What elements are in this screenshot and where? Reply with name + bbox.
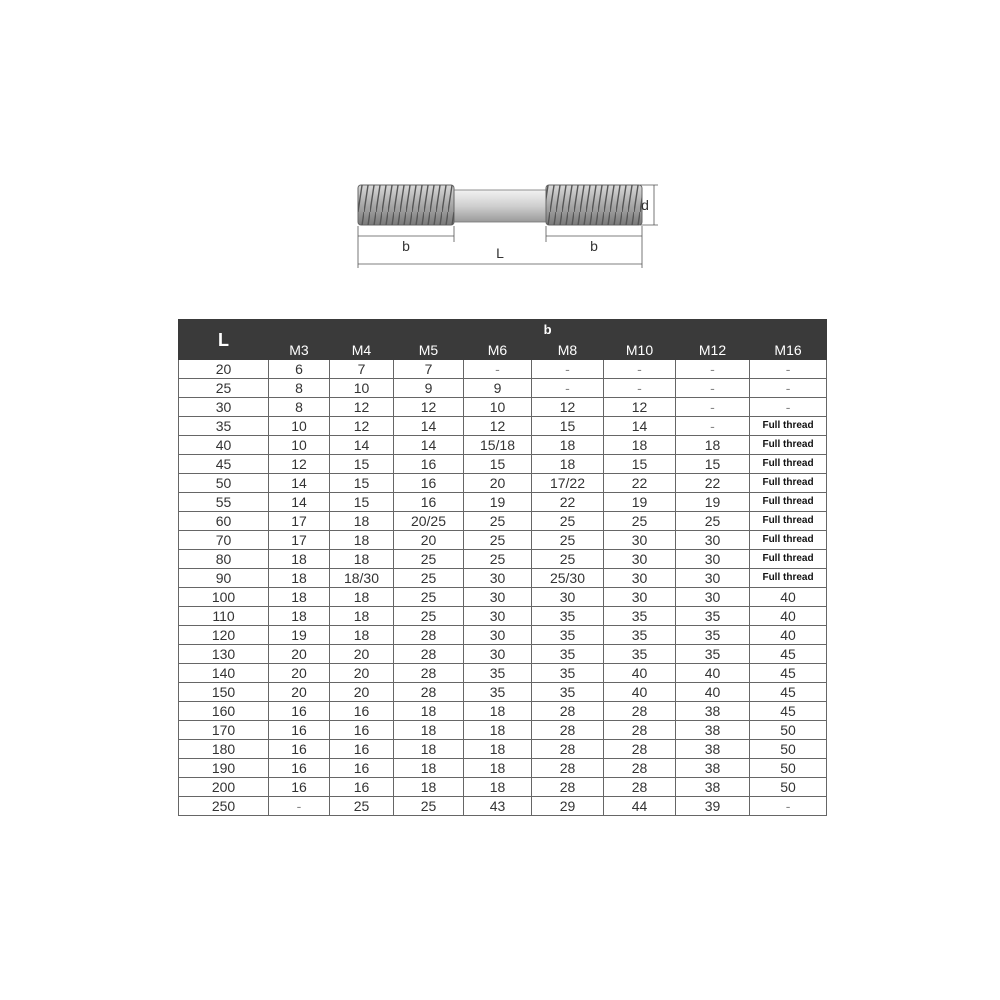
thread-length-cell: 12 [330, 417, 394, 436]
thread-length-cell: 30 [676, 569, 750, 588]
thread-length-cell: 35 [676, 645, 750, 664]
size-header-m4: M4 [330, 341, 394, 360]
thread-length-cell: 35 [532, 626, 604, 645]
thread-length-cell: 16 [394, 455, 464, 474]
table-row [179, 702, 827, 721]
thread-length-cell: 44 [604, 797, 676, 816]
thread-length-cell: 39 [676, 797, 750, 816]
thread-length-cell: - [676, 398, 750, 417]
thread-length-cell: - [676, 360, 750, 379]
thread-length-cell: 28 [604, 759, 676, 778]
thread-length-cell: 25 [532, 550, 604, 569]
thread-length-cell: 28 [532, 721, 604, 740]
thread-length-cell: 28 [604, 740, 676, 759]
thread-length-cell: 14 [330, 436, 394, 455]
thread-length-cell: - [676, 379, 750, 398]
b-right-label: b [590, 238, 598, 254]
thread-length-cell: 18 [394, 778, 464, 797]
thread-length-cell: 18 [464, 778, 532, 797]
stud-bolt-drawing [340, 172, 670, 282]
thread-length-cell: Full thread [750, 417, 827, 436]
thread-length-cell: 10 [464, 398, 532, 417]
thread-length-cell: 28 [532, 702, 604, 721]
thread-length-cell: - [750, 360, 827, 379]
thread-length-cell: 50 [750, 759, 827, 778]
thread-length-cell: 25 [330, 797, 394, 816]
thread-length-cell: 16 [269, 702, 330, 721]
thread-length-cell: 25 [532, 531, 604, 550]
thread-length-cell: - [269, 797, 330, 816]
thread-length-cell: 18 [330, 607, 394, 626]
thread-length-cell: 28 [532, 740, 604, 759]
thread-length-cell: Full thread [750, 493, 827, 512]
thread-length-cell: 20 [269, 664, 330, 683]
thread-length-cell: 20 [330, 683, 394, 702]
length-cell: 200 [179, 778, 269, 797]
thread-length-cell: 25 [394, 797, 464, 816]
thread-length-cell: 19 [269, 626, 330, 645]
thread-length-cell: 15 [330, 493, 394, 512]
table-row [179, 398, 827, 417]
thread-length-cell: 15 [604, 455, 676, 474]
thread-length-cell: Full thread [750, 531, 827, 550]
thread-length-cell: 28 [394, 626, 464, 645]
thread-length-cell: 18 [269, 607, 330, 626]
thread-length-table [178, 319, 826, 816]
thread-length-cell: 15 [330, 474, 394, 493]
thread-length-cell: 30 [464, 626, 532, 645]
length-cell: 100 [179, 588, 269, 607]
thread-length-cell: 18 [464, 759, 532, 778]
thread-length-cell: 30 [604, 531, 676, 550]
thread-length-cell: 19 [676, 493, 750, 512]
thread-length-cell: 20 [330, 664, 394, 683]
table-row [179, 474, 827, 493]
thread-length-cell: 25 [394, 550, 464, 569]
thread-length-cell: 25 [604, 512, 676, 531]
thread-length-cell: 38 [676, 721, 750, 740]
length-cell: 150 [179, 683, 269, 702]
thread-length-group-header: b [269, 320, 827, 341]
thread-length-cell: 30 [676, 531, 750, 550]
thread-length-cell: 7 [330, 360, 394, 379]
thread-length-cell: 15/18 [464, 436, 532, 455]
thread-length-cell: 25 [394, 569, 464, 588]
thread-length-cell: 17 [269, 531, 330, 550]
table-row [179, 531, 827, 550]
thread-length-cell: 18 [464, 702, 532, 721]
thread-length-cell: 40 [750, 626, 827, 645]
thread-length-cell: 30 [604, 588, 676, 607]
thread-length-cell: 16 [330, 778, 394, 797]
thread-length-cell: 16 [330, 721, 394, 740]
length-cell: 35 [179, 417, 269, 436]
thread-length-cell: Full thread [750, 512, 827, 531]
thread-length-cell: - [464, 360, 532, 379]
thread-length-cell: 7 [394, 360, 464, 379]
thread-length-cell: 18 [394, 721, 464, 740]
table-row [179, 493, 827, 512]
thread-length-cell: 38 [676, 740, 750, 759]
thread-length-cell: 30 [532, 588, 604, 607]
thread-length-cell: 18 [330, 550, 394, 569]
table-row [179, 569, 827, 588]
thread-length-cell: - [532, 360, 604, 379]
thread-length-cell: 25/30 [532, 569, 604, 588]
thread-length-cell: 30 [464, 569, 532, 588]
thread-length-cell: 16 [394, 493, 464, 512]
thread-length-cell: 35 [532, 645, 604, 664]
thread-length-cell: 17 [269, 512, 330, 531]
thread-length-cell: - [676, 417, 750, 436]
thread-length-cell: 50 [750, 740, 827, 759]
length-cell: 45 [179, 455, 269, 474]
thread-length-cell: 28 [394, 645, 464, 664]
thread-length-cell: 35 [532, 664, 604, 683]
table-row [179, 360, 827, 379]
length-cell: 60 [179, 512, 269, 531]
length-cell: 120 [179, 626, 269, 645]
thread-length-cell: 12 [394, 398, 464, 417]
length-cell: 110 [179, 607, 269, 626]
table-row [179, 607, 827, 626]
thread-length-cell: 18 [604, 436, 676, 455]
thread-length-cell: 8 [269, 379, 330, 398]
thread-length-cell: 25 [532, 512, 604, 531]
thread-length-cell: 28 [394, 683, 464, 702]
thread-length-cell: 9 [394, 379, 464, 398]
thread-length-cell: 30 [676, 588, 750, 607]
thread-length-cell: 29 [532, 797, 604, 816]
thread-length-cell: 38 [676, 759, 750, 778]
length-cell: 50 [179, 474, 269, 493]
thread-length-cell: 35 [604, 645, 676, 664]
thread-length-cell: 10 [269, 436, 330, 455]
thread-length-cell: 8 [269, 398, 330, 417]
thread-length-cell: 14 [269, 493, 330, 512]
thread-length-cell: - [750, 398, 827, 417]
length-cell: 70 [179, 531, 269, 550]
table-row [179, 417, 827, 436]
size-header-m10: M10 [604, 341, 676, 360]
thread-length-cell: 25 [464, 531, 532, 550]
thread-length-cell: 40 [750, 588, 827, 607]
thread-length-cell: 43 [464, 797, 532, 816]
thread-length-cell: 25 [464, 550, 532, 569]
thread-length-cell: 14 [394, 436, 464, 455]
thread-length-cell: 45 [750, 664, 827, 683]
thread-length-cell: 14 [269, 474, 330, 493]
thread-length-cell: 20 [464, 474, 532, 493]
thread-length-cell: 35 [676, 607, 750, 626]
thread-length-cell: 14 [604, 417, 676, 436]
table-row [179, 797, 827, 816]
length-cell: 20 [179, 360, 269, 379]
length-label: L [496, 245, 504, 261]
thread-length-cell: 12 [604, 398, 676, 417]
table-row [179, 550, 827, 569]
table-row [179, 588, 827, 607]
thread-length-cell: 16 [330, 759, 394, 778]
length-cell: 25 [179, 379, 269, 398]
length-cell: 130 [179, 645, 269, 664]
thread-length-cell: 25 [464, 512, 532, 531]
table-row [179, 778, 827, 797]
table-row [179, 664, 827, 683]
thread-length-cell: 20 [394, 531, 464, 550]
thread-length-cell: 50 [750, 778, 827, 797]
thread-length-cell: 38 [676, 702, 750, 721]
diameter-label: d [641, 197, 649, 213]
thread-length-cell: 10 [269, 417, 330, 436]
thread-length-cell: 15 [464, 455, 532, 474]
size-header-row [179, 341, 827, 360]
thread-length-cell: 16 [330, 740, 394, 759]
length-cell: 40 [179, 436, 269, 455]
stud-bolt-diagram [340, 172, 670, 282]
thread-length-cell: 28 [532, 759, 604, 778]
length-cell: 30 [179, 398, 269, 417]
table-row [179, 721, 827, 740]
right-thread [546, 185, 642, 225]
thread-length-cell: 12 [330, 398, 394, 417]
thread-length-cell: 25 [676, 512, 750, 531]
thread-length-cell: 18/30 [330, 569, 394, 588]
thread-length-cell: 18 [464, 721, 532, 740]
thread-length-cell: 18 [330, 531, 394, 550]
thread-length-cell: 20 [269, 683, 330, 702]
length-column-header: L [179, 320, 269, 360]
thread-length-cell: 35 [604, 626, 676, 645]
thread-length-cell: 18 [269, 550, 330, 569]
thread-length-cell: 6 [269, 360, 330, 379]
thread-length-cell: 16 [269, 778, 330, 797]
thread-length-cell: 18 [394, 740, 464, 759]
thread-length-cell: 19 [464, 493, 532, 512]
thread-length-cell: - [750, 379, 827, 398]
thread-length-cell: 30 [464, 607, 532, 626]
thread-length-cell: 35 [464, 664, 532, 683]
thread-length-cell: 35 [676, 626, 750, 645]
thread-length-cell: 16 [269, 721, 330, 740]
thread-length-cell: 30 [604, 550, 676, 569]
length-cell: 250 [179, 797, 269, 816]
thread-length-cell: 12 [269, 455, 330, 474]
thread-length-cell: 19 [604, 493, 676, 512]
thread-length-cell: 40 [676, 664, 750, 683]
thread-length-cell: 18 [464, 740, 532, 759]
thread-length-cell: Full thread [750, 436, 827, 455]
thread-length-cell: - [604, 379, 676, 398]
thread-length-cell: 25 [394, 607, 464, 626]
length-cell: 190 [179, 759, 269, 778]
thread-length-cell: 15 [676, 455, 750, 474]
thread-length-cell: 15 [532, 417, 604, 436]
thread-length-cell: 28 [604, 778, 676, 797]
thread-length-cell: 18 [269, 569, 330, 588]
thread-length-cell: 12 [464, 417, 532, 436]
thread-length-cell: 28 [532, 778, 604, 797]
thread-length-cell: 40 [750, 607, 827, 626]
thread-length-cell: 45 [750, 702, 827, 721]
thread-length-cell: 18 [330, 512, 394, 531]
thread-length-cell: Full thread [750, 474, 827, 493]
thread-length-cell: 15 [330, 455, 394, 474]
thread-length-cell: 20/25 [394, 512, 464, 531]
size-header-m3: M3 [269, 341, 330, 360]
b-left-label: b [402, 238, 410, 254]
thread-length-cell: 30 [464, 588, 532, 607]
thread-length-cell: 28 [394, 664, 464, 683]
thread-length-cell: 40 [676, 683, 750, 702]
table-row [179, 512, 827, 531]
thread-length-cell: 18 [269, 588, 330, 607]
size-header-m8: M8 [532, 341, 604, 360]
table-row [179, 683, 827, 702]
thread-length-cell: Full thread [750, 569, 827, 588]
table-row [179, 740, 827, 759]
thread-length-cell: 40 [604, 664, 676, 683]
thread-length-cell: 18 [394, 702, 464, 721]
thread-length-cell: 30 [604, 569, 676, 588]
length-cell: 90 [179, 569, 269, 588]
thread-length-cell: 18 [394, 759, 464, 778]
thread-length-cell: 50 [750, 721, 827, 740]
thread-length-cell: Full thread [750, 455, 827, 474]
thread-length-cell: 17/22 [532, 474, 604, 493]
thread-length-cell: 12 [532, 398, 604, 417]
thread-length-cell: 18 [676, 436, 750, 455]
left-thread [358, 185, 454, 225]
table-body [179, 360, 827, 816]
thread-length-cell: 35 [532, 683, 604, 702]
table-row [179, 759, 827, 778]
thread-length-cell: 16 [330, 702, 394, 721]
thread-length-cell: 35 [604, 607, 676, 626]
thread-length-cell: 20 [269, 645, 330, 664]
thread-length-cell: 18 [532, 455, 604, 474]
thread-length-cell: 25 [394, 588, 464, 607]
table-row [179, 645, 827, 664]
table-row [179, 379, 827, 398]
thread-length-cell: 35 [464, 683, 532, 702]
size-header-m12: M12 [676, 341, 750, 360]
thread-length-cell: 28 [604, 721, 676, 740]
thread-length-cell: 20 [330, 645, 394, 664]
length-cell: 80 [179, 550, 269, 569]
length-cell: 55 [179, 493, 269, 512]
thread-length-cell: 40 [604, 683, 676, 702]
length-cell: 140 [179, 664, 269, 683]
thread-length-cell: 10 [330, 379, 394, 398]
thread-length-cell: 30 [676, 550, 750, 569]
thread-length-cell: - [750, 797, 827, 816]
thread-length-cell: 16 [394, 474, 464, 493]
thread-length-cell: 18 [532, 436, 604, 455]
thread-length-cell: 45 [750, 683, 827, 702]
table-row [179, 436, 827, 455]
thread-length-cell: 38 [676, 778, 750, 797]
thread-length-cell: 30 [464, 645, 532, 664]
thread-length-cell: - [604, 360, 676, 379]
thread-length-cell: 18 [330, 626, 394, 645]
length-cell: 180 [179, 740, 269, 759]
table-row [179, 455, 827, 474]
thread-length-cell: - [532, 379, 604, 398]
thread-length-cell: 22 [604, 474, 676, 493]
table-row [179, 626, 827, 645]
thread-length-cell: Full thread [750, 550, 827, 569]
size-header-m16: M16 [750, 341, 827, 360]
thread-length-cell: 22 [532, 493, 604, 512]
thread-length-cell: 9 [464, 379, 532, 398]
thread-length-cell: 22 [676, 474, 750, 493]
thread-length-cell: 28 [604, 702, 676, 721]
size-header-m6: M6 [464, 341, 532, 360]
thread-length-cell: 35 [532, 607, 604, 626]
thread-length-cell: 45 [750, 645, 827, 664]
length-cell: 160 [179, 702, 269, 721]
thread-length-cell: 16 [269, 759, 330, 778]
size-header-m5: M5 [394, 341, 464, 360]
length-cell: 170 [179, 721, 269, 740]
shank [452, 190, 548, 222]
thread-length-cell: 16 [269, 740, 330, 759]
thread-length-cell: 14 [394, 417, 464, 436]
thread-length-cell: 18 [330, 588, 394, 607]
